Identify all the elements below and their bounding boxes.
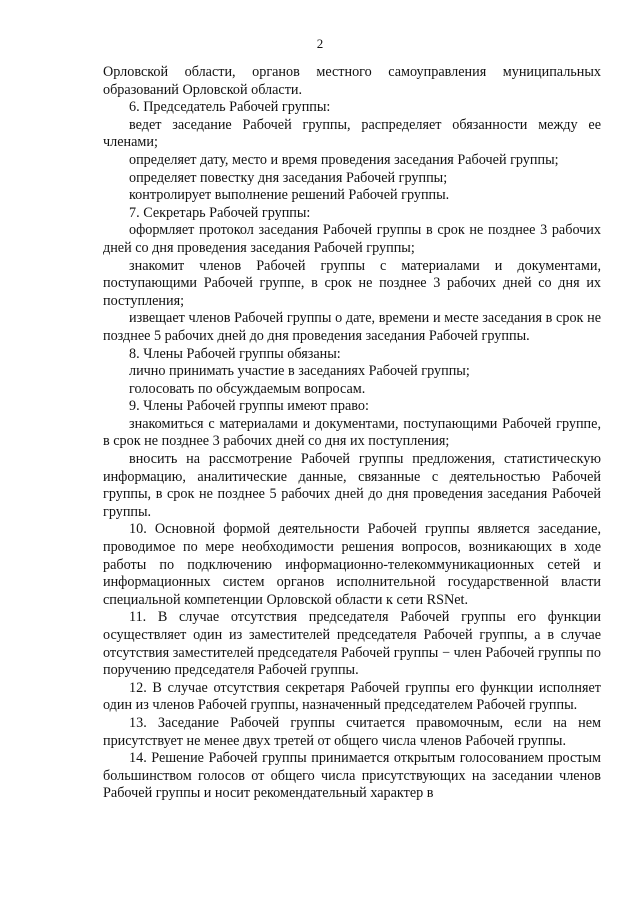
paragraph: контролирует выполнение решений Рабочей группы. (129, 187, 450, 204)
paragraph-item-11: 11. В случае отсутствия председателя Рабочей группы его функции осуществляет один из заместителей председателя Рабочей группы, а в случае отсутствия заместителей председателя Рабочей группы − член Рабочей группы по поручению председателя Рабочей группы. (103, 609, 601, 679)
paragraph: оформляет протокол заседания Рабочей группы в срок не позднее 3 рабочих дней со дня проведения заседания Рабочей группы; (103, 222, 601, 256)
paragraph: извещает членов Рабочей группы о дате, времени и месте заседания в срок не позднее 5 рабочих дней до дня проведения заседания Рабочей группы. (103, 310, 601, 344)
paragraph: определяет повестку дня заседания Рабочей группы; (129, 169, 448, 186)
paragraph: знакомит членов Рабочей группы с материалами и документами, поступающими Рабочей группе, в срок не позднее 3 рабочих дней со дня их поступления; (103, 257, 601, 309)
document-body (103, 64, 601, 803)
paragraph: определяет дату, место и время проведения заседания Рабочей группы; (129, 151, 559, 168)
paragraph-item-10: 10. Основной формой деятельности Рабочей группы является заседание, проводимое по мере необходимости решения вопросов, возникающих в ходе работы по подключению информационно-телекоммуникационных сетей и информационных систем органов исполнительной государственной власти специальной компетенции Орловской области к сети RSNet. (103, 521, 601, 608)
page-number: 2 (316, 36, 324, 51)
paragraph-item-12: 12. В случае отсутствия секретаря Рабочей группы его функции исполняет один из членов Рабочей группы, назначенный председателем Рабочей группы. (103, 679, 601, 714)
paragraph-continuation: Орловской области, органов местного самоуправления муниципальных образований Орловской области. (103, 64, 601, 98)
paragraph: голосовать по обсуждаемым вопросам. (129, 380, 366, 397)
paragraph: вносить на рассмотрение Рабочей группы предложения, статистическую информацию, аналитические данные, связанные с деятельностью Рабочей группы, в срок не позднее 5 рабочих дней до дня проведения заседания Рабочей группы. (103, 451, 601, 520)
paragraph-item-14: 14. Решение Рабочей группы принимается открытым голосованием простым большинством голосов от общего числа присутствующих на заседании членов Рабочей группы и носит рекомендательный характер в (103, 750, 601, 802)
paragraph: знакомиться с материалами и документами, поступающими Рабочей группе, в срок не позднее 3 рабочих дней со дня их поступления; (103, 415, 601, 450)
paragraph: лично принимать участие в заседаниях Рабочей группы; (129, 363, 470, 380)
paragraph-item-13: 13. Заседание Рабочей группы считается правомочным, если на нем присутствует не менее двух третей от общего числа членов Рабочей группы. (103, 714, 601, 749)
paragraph-item-6-heading: 6. Председатель Рабочей группы: (129, 99, 331, 116)
paragraph-item-9-heading: 9. Члены Рабочей группы имеют право: (129, 398, 369, 415)
paragraph: ведет заседание Рабочей группы, распределяет обязанности между ее членами; (103, 116, 601, 151)
paragraph-item-8-heading: 8. Члены Рабочей группы обязаны: (129, 345, 341, 362)
paragraph-item-7-heading: 7. Секретарь Рабочей группы: (129, 204, 311, 221)
